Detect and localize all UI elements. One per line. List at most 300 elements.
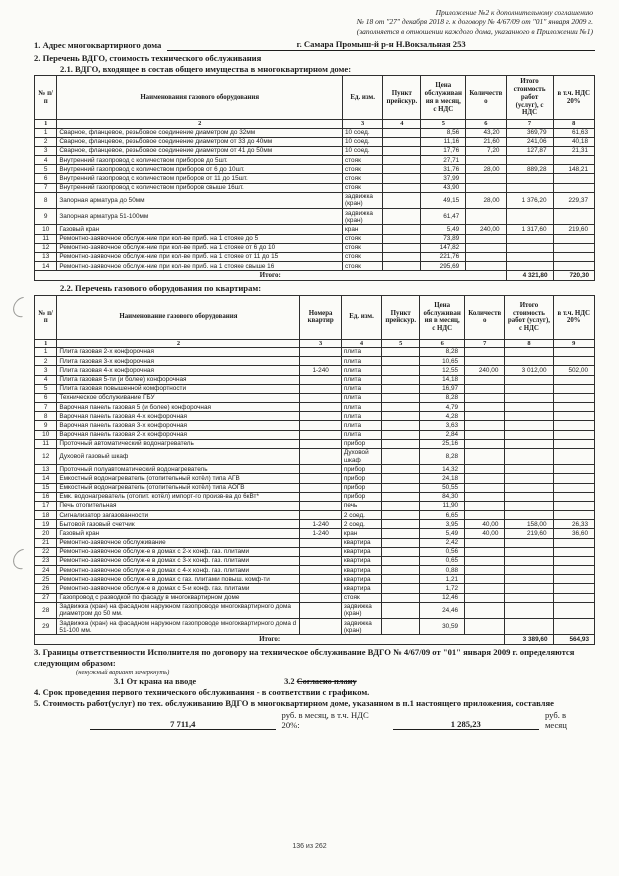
cell: 219,60 — [505, 529, 553, 538]
cell — [300, 430, 341, 439]
column-header-cell: Ед. изм. — [341, 295, 381, 339]
cell: Ремонтно-заявочное обслуж-ние при кол-ве приб. на 1 стояке от 11 до 15 — [57, 252, 343, 261]
column-number-cell: 8 — [553, 120, 594, 128]
cell: 1,21 — [420, 575, 465, 584]
cell: Плита газовая 2-х конфорочная — [57, 347, 300, 356]
cell: 1 376,20 — [506, 192, 553, 208]
cell: плита — [341, 403, 381, 412]
column-number-cell: 3 — [343, 120, 383, 128]
cell — [466, 243, 506, 252]
cell — [300, 575, 341, 584]
table-row — [35, 174, 595, 183]
cell — [465, 347, 505, 356]
cell: 17 — [35, 501, 57, 510]
cell: Ремонтно-заявочное обслуж-ние при кол-ве приб. на 1 стояке от 6 до 10 — [57, 243, 343, 252]
table-row — [35, 602, 595, 618]
cell: задвижка (кран) — [343, 209, 383, 225]
section2-title: 2. Перечень ВДГО, стоимость технического обслуживания — [34, 52, 262, 63]
cell — [383, 128, 421, 137]
cell — [382, 619, 420, 635]
cell: 50,55 — [420, 483, 465, 492]
cell — [505, 511, 553, 520]
cell: Проточный автоматический водонагреватель — [57, 439, 300, 448]
cell: 13 — [35, 252, 57, 261]
column-header-cell: Наименования газового оборудования — [57, 76, 343, 120]
cell — [465, 474, 505, 483]
table-row — [35, 243, 595, 252]
cell: 369,79 — [506, 128, 553, 137]
cell — [465, 465, 505, 474]
cell — [382, 556, 420, 565]
cell: 2 — [35, 357, 57, 366]
table-row — [35, 192, 595, 208]
cell — [505, 375, 553, 384]
table-row — [35, 474, 595, 483]
table-row — [35, 375, 595, 384]
cell — [383, 234, 421, 243]
cell: задвижка (кран) — [341, 619, 381, 635]
gas-equipment-apartments-table — [34, 295, 595, 646]
cell — [300, 483, 341, 492]
cell — [382, 421, 420, 430]
appendix-header — [34, 8, 595, 36]
cell: 61,47 — [421, 209, 466, 225]
cell — [553, 375, 594, 384]
cell — [382, 430, 420, 439]
column-number-cell: 5 — [382, 339, 420, 347]
cell — [505, 465, 553, 474]
cell — [465, 584, 505, 593]
cell — [465, 384, 505, 393]
column-header-cell: Количество — [465, 295, 505, 339]
cell — [300, 619, 341, 635]
column-number-cell: 8 — [505, 339, 553, 347]
cell: стояк — [343, 262, 383, 271]
column-header-cell: в т.ч. НДС 20% — [553, 76, 594, 120]
cell: прибор — [341, 439, 381, 448]
table-row — [35, 529, 595, 538]
cell: 1,72 — [420, 584, 465, 593]
cell — [383, 174, 421, 183]
cell — [553, 593, 594, 602]
section3-options — [34, 677, 595, 686]
cell: 1-240 — [300, 366, 341, 375]
cell: 12,46 — [420, 593, 465, 602]
table-row — [35, 128, 595, 137]
cell: Ремонтно-заявочное обслуж-е в домах с 4-х конф. газ. плитами — [57, 566, 300, 575]
table2-total-label: Итого: — [35, 635, 505, 645]
cell: стояк — [343, 174, 383, 183]
cell — [505, 566, 553, 575]
vat-total-amount: 1 285,23 — [393, 719, 539, 730]
cell: стояк — [343, 234, 383, 243]
cell: 28 — [35, 602, 57, 618]
cell — [466, 174, 506, 183]
cell: 11,16 — [421, 137, 466, 146]
cell: 16,97 — [420, 384, 465, 393]
cell — [382, 566, 420, 575]
cell: плита — [341, 393, 381, 402]
option-3-1: 3.1 От крана на вводе — [114, 676, 197, 686]
cell — [553, 474, 594, 483]
cell — [382, 492, 420, 501]
cell — [505, 347, 553, 356]
cell — [300, 412, 341, 421]
cell: 40,18 — [553, 137, 594, 146]
cell: 5,49 — [421, 225, 466, 234]
cell — [553, 209, 594, 225]
cell — [553, 584, 594, 593]
cell: Ремонтно-заявочное обслуживание — [57, 538, 300, 547]
column-header-cell: в т.ч. НДС 20% — [553, 295, 594, 339]
cell — [465, 375, 505, 384]
cell — [466, 209, 506, 225]
cell: 127,87 — [506, 146, 553, 155]
cell — [382, 347, 420, 356]
cell — [553, 174, 594, 183]
table2-colnum-row — [35, 339, 595, 347]
table-row — [35, 575, 595, 584]
cell: 4,79 — [420, 403, 465, 412]
column-number-cell: 2 — [57, 339, 300, 347]
table-row — [35, 165, 595, 174]
cell: прибор — [341, 492, 381, 501]
cell: 19 — [35, 520, 57, 529]
cell — [383, 243, 421, 252]
cell — [506, 252, 553, 261]
cell: плита — [341, 347, 381, 356]
table2-total-vat: 564,93 — [553, 635, 594, 645]
cell: Внутренний газопровод с количеством приборов от 6 до 10шт. — [57, 165, 343, 174]
column-header-cell: Ед. изм. — [343, 76, 383, 120]
table-row — [35, 403, 595, 412]
column-number-cell: 4 — [341, 339, 381, 347]
table-row — [35, 430, 595, 439]
cell: 25 — [35, 575, 57, 584]
cell — [505, 593, 553, 602]
cell: 2 соед. — [341, 520, 381, 529]
cell: Задвижка (кран) на фасадном наружном газопроводе многоквартирного дома диаметром до 50 мм. — [57, 602, 300, 618]
option-3-2-number: 3.2 — [284, 676, 295, 686]
cell: 40,00 — [465, 520, 505, 529]
table-row — [35, 234, 595, 243]
cell: 8,28 — [420, 448, 465, 464]
cell: 12 — [35, 448, 57, 464]
column-number-cell: 6 — [466, 120, 506, 128]
cell — [553, 430, 594, 439]
cell: прибор — [341, 465, 381, 474]
cell: задвижка (кран) — [343, 192, 383, 208]
cell: 73,89 — [421, 234, 466, 243]
cell: 43,90 — [421, 183, 466, 192]
cell — [506, 234, 553, 243]
cell: стояк — [343, 156, 383, 165]
column-header-cell: Итого стоимость работ (услуг), с НДС — [506, 76, 553, 120]
cell — [382, 357, 420, 366]
cell — [505, 439, 553, 448]
cell — [505, 501, 553, 510]
cell: 1 — [35, 347, 57, 356]
cell: 10 — [35, 430, 57, 439]
cell — [465, 412, 505, 421]
cell: 8,56 — [421, 128, 466, 137]
cell: 84,30 — [420, 492, 465, 501]
table-row — [35, 384, 595, 393]
table-row — [35, 421, 595, 430]
cell — [300, 347, 341, 356]
table-row — [35, 225, 595, 234]
cell: 17,76 — [421, 146, 466, 155]
column-number-cell: 7 — [506, 120, 553, 128]
cell — [383, 225, 421, 234]
table-row — [35, 262, 595, 271]
cell — [300, 593, 341, 602]
appendix-header-line1: Приложение №2 к дополнительному соглашению — [435, 8, 593, 17]
cell: 4 — [35, 156, 57, 165]
cell — [383, 209, 421, 225]
cell: 11,90 — [420, 501, 465, 510]
cell: 229,37 — [553, 192, 594, 208]
cell — [382, 439, 420, 448]
column-number-cell: 6 — [420, 339, 465, 347]
table-row — [35, 584, 595, 593]
cell — [553, 439, 594, 448]
cell: плита — [341, 430, 381, 439]
column-header-cell: Пункт прейскур. — [382, 295, 420, 339]
cell — [553, 403, 594, 412]
cell: Внутренний газопровод с количеством приборов до 5шт. — [57, 156, 343, 165]
table-row — [35, 465, 595, 474]
cell: 29 — [35, 619, 57, 635]
address-value: г. Самара Промыш-й р-н Н.Вокзальная 253 — [167, 39, 595, 51]
cell: 37,99 — [421, 174, 466, 183]
cell — [465, 448, 505, 464]
cell: Техническое обслуживание ГБУ — [57, 393, 300, 402]
cell — [382, 593, 420, 602]
cell — [506, 183, 553, 192]
column-header-cell: Цена обслуживания в месяц, с НДС — [421, 76, 466, 120]
table-row — [35, 520, 595, 529]
column-number-cell: 3 — [300, 339, 341, 347]
cell: Плита газовая 3-х конфорочная — [57, 357, 300, 366]
cell: Задвижка (кран) на фасадном наружном газопроводе многоквартирного дома d 51-100 мм. — [57, 619, 300, 635]
cell: 6 — [35, 393, 57, 402]
cell — [300, 492, 341, 501]
cell — [505, 393, 553, 402]
table2-total-value: 3 389,60 — [505, 635, 553, 645]
cell — [383, 252, 421, 261]
cell: печь — [341, 501, 381, 510]
cell — [382, 412, 420, 421]
cell — [505, 547, 553, 556]
cell: Плита газовая повышенной комфортности — [57, 384, 300, 393]
cell — [505, 483, 553, 492]
cell — [466, 234, 506, 243]
cell: 7 — [35, 183, 57, 192]
cell: Ремонтно-заявочное обслуж-е в домах с 5-и конф. газ. плитами — [57, 584, 300, 593]
cell — [465, 483, 505, 492]
address-label: 1. Адрес многоквартирного дома — [34, 40, 162, 51]
section21-title: 2.1. ВДГО, входящее в состав общего имущества в многоквартирном доме: — [60, 63, 352, 74]
table-row — [35, 137, 595, 146]
cell: прибор — [341, 474, 381, 483]
cell — [553, 384, 594, 393]
section4-text: 4. Срок проведения первого технического обслуживания - в соответствии с графиком. — [34, 686, 370, 697]
cell — [465, 547, 505, 556]
cell — [553, 619, 594, 635]
cell — [300, 357, 341, 366]
cell: 11 — [35, 439, 57, 448]
cell: 3,63 — [420, 421, 465, 430]
cell: 1-240 — [300, 529, 341, 538]
cell: 23 — [35, 556, 57, 565]
vat-total-suffix: руб. в месяц — [544, 710, 567, 731]
cell: 5 — [35, 165, 57, 174]
cell: 4 — [35, 375, 57, 384]
cell: Ремонтно-заявочное обслуж-ние при кол-ве приб. на 1 стояке свыше 16 — [57, 262, 343, 271]
cell — [505, 474, 553, 483]
table1-total-value: 4 321,80 — [506, 271, 553, 281]
cell — [383, 137, 421, 146]
cell: кран — [343, 225, 383, 234]
cell: Плита газовая 5-ти (и более) конфорочная — [57, 375, 300, 384]
cell: 12,55 — [420, 366, 465, 375]
cell — [553, 602, 594, 618]
address-line — [34, 39, 595, 51]
cell — [505, 584, 553, 593]
cell: 36,60 — [553, 529, 594, 538]
cell: Запорная арматура 51-100мм — [57, 209, 343, 225]
appendix-header-line3: (заполняется в отношении каждого дома, указанного в Приложении №1) — [356, 26, 593, 36]
cell: плита — [341, 412, 381, 421]
cell: Сварное, фланцевое, резьбовое соединение диаметром от 41 до 50мм — [57, 146, 343, 155]
cell — [383, 183, 421, 192]
cell — [553, 538, 594, 547]
cell: Емкостный водонагреватель (отопительный котёл) типа АОГВ — [57, 483, 300, 492]
cell — [553, 483, 594, 492]
table-row — [35, 209, 595, 225]
table1-total-row — [35, 271, 595, 281]
cell — [465, 421, 505, 430]
cell: 148,21 — [553, 165, 594, 174]
cell — [553, 243, 594, 252]
cell: 10 соед. — [343, 137, 383, 146]
cell: 8,28 — [420, 347, 465, 356]
cell: Духовой газовый шкаф — [57, 448, 300, 464]
cell: 240,00 — [465, 366, 505, 375]
cell: Ремонтно-заявочное обслуж-е в домах с газ. плитами повыш. комф-ти — [57, 575, 300, 584]
table-row — [35, 412, 595, 421]
cell: Проточный полуавтоматический водонагреватель — [57, 465, 300, 474]
cell — [382, 584, 420, 593]
cell: 25,16 — [420, 439, 465, 448]
cell — [300, 538, 341, 547]
cell: Емкостный водонагреватель (отопительный котёл) типа АГВ — [57, 474, 300, 483]
cell: 10 — [35, 225, 57, 234]
table2-header-row — [35, 295, 595, 339]
cell: 6,65 — [420, 511, 465, 520]
cell: плита — [341, 366, 381, 375]
cell — [300, 393, 341, 402]
cell: 241,06 — [506, 137, 553, 146]
cell: 2 соед. — [341, 511, 381, 520]
cell: 20 — [35, 529, 57, 538]
cell: плита — [341, 375, 381, 384]
cell: 15 — [35, 483, 57, 492]
cell: 0,65 — [420, 556, 465, 565]
cell: 0,88 — [420, 566, 465, 575]
section22-title: 2.2. Перечень газового оборудования по квартирам: — [60, 283, 262, 294]
cell — [505, 556, 553, 565]
column-number-cell: 2 — [57, 120, 343, 128]
cell: 40,00 — [465, 529, 505, 538]
cell — [382, 403, 420, 412]
cell: стояк — [343, 243, 383, 252]
cell: плита — [341, 384, 381, 393]
cell: стояк — [343, 183, 383, 192]
page-number: 136 из 262 — [292, 843, 327, 850]
cell: плита — [341, 357, 381, 366]
cell — [506, 209, 553, 225]
table2-body — [35, 347, 595, 635]
cell — [505, 538, 553, 547]
cell: 24,18 — [420, 474, 465, 483]
cell: Внутренний газопровод с количеством приборов свыше 16шт. — [57, 183, 343, 192]
cell: стояк — [341, 593, 381, 602]
cell — [382, 366, 420, 375]
table1-total-label: Итого: — [35, 271, 507, 281]
cell: 11 — [35, 234, 57, 243]
cell — [465, 619, 505, 635]
table-row — [35, 511, 595, 520]
cell: 2 — [35, 137, 57, 146]
cell — [465, 357, 505, 366]
table-row — [35, 357, 595, 366]
cell: 28,00 — [466, 192, 506, 208]
cell — [553, 492, 594, 501]
cell: 21,31 — [553, 146, 594, 155]
cell: 24 — [35, 566, 57, 575]
cell: Сварное, фланцевое, резьбовое соединение диаметром до 32мм — [57, 128, 343, 137]
table-row — [35, 556, 595, 565]
cell: 21,60 — [466, 137, 506, 146]
cell — [466, 262, 506, 271]
cell — [553, 556, 594, 565]
cell — [553, 347, 594, 356]
cell: стояк — [343, 252, 383, 261]
appendix-header-line2: № 18 от "27" декабря 2018 г. к договору № 4/67/09 от "01" января 2009 г. — [356, 17, 593, 27]
cell: 4,28 — [420, 412, 465, 421]
option-3-2 — [284, 677, 357, 686]
cell — [465, 403, 505, 412]
cell: Варочная панель газовая 3-х конфорочная — [57, 421, 300, 430]
cell — [553, 156, 594, 165]
cell — [505, 384, 553, 393]
cell: 26 — [35, 584, 57, 593]
cell — [506, 156, 553, 165]
cell: 27 — [35, 593, 57, 602]
vdgo-common-property-table — [34, 75, 595, 281]
cell: 147,82 — [421, 243, 466, 252]
column-header-cell: Итого стоимость работ (услуг), с НДС — [505, 295, 553, 339]
cell: Сигнализатор загазованности — [57, 511, 300, 520]
cell: 0,56 — [420, 547, 465, 556]
cell: 21 — [35, 538, 57, 547]
table-row — [35, 448, 595, 464]
column-number-cell: 5 — [421, 120, 466, 128]
cell — [382, 575, 420, 584]
table-row — [35, 593, 595, 602]
